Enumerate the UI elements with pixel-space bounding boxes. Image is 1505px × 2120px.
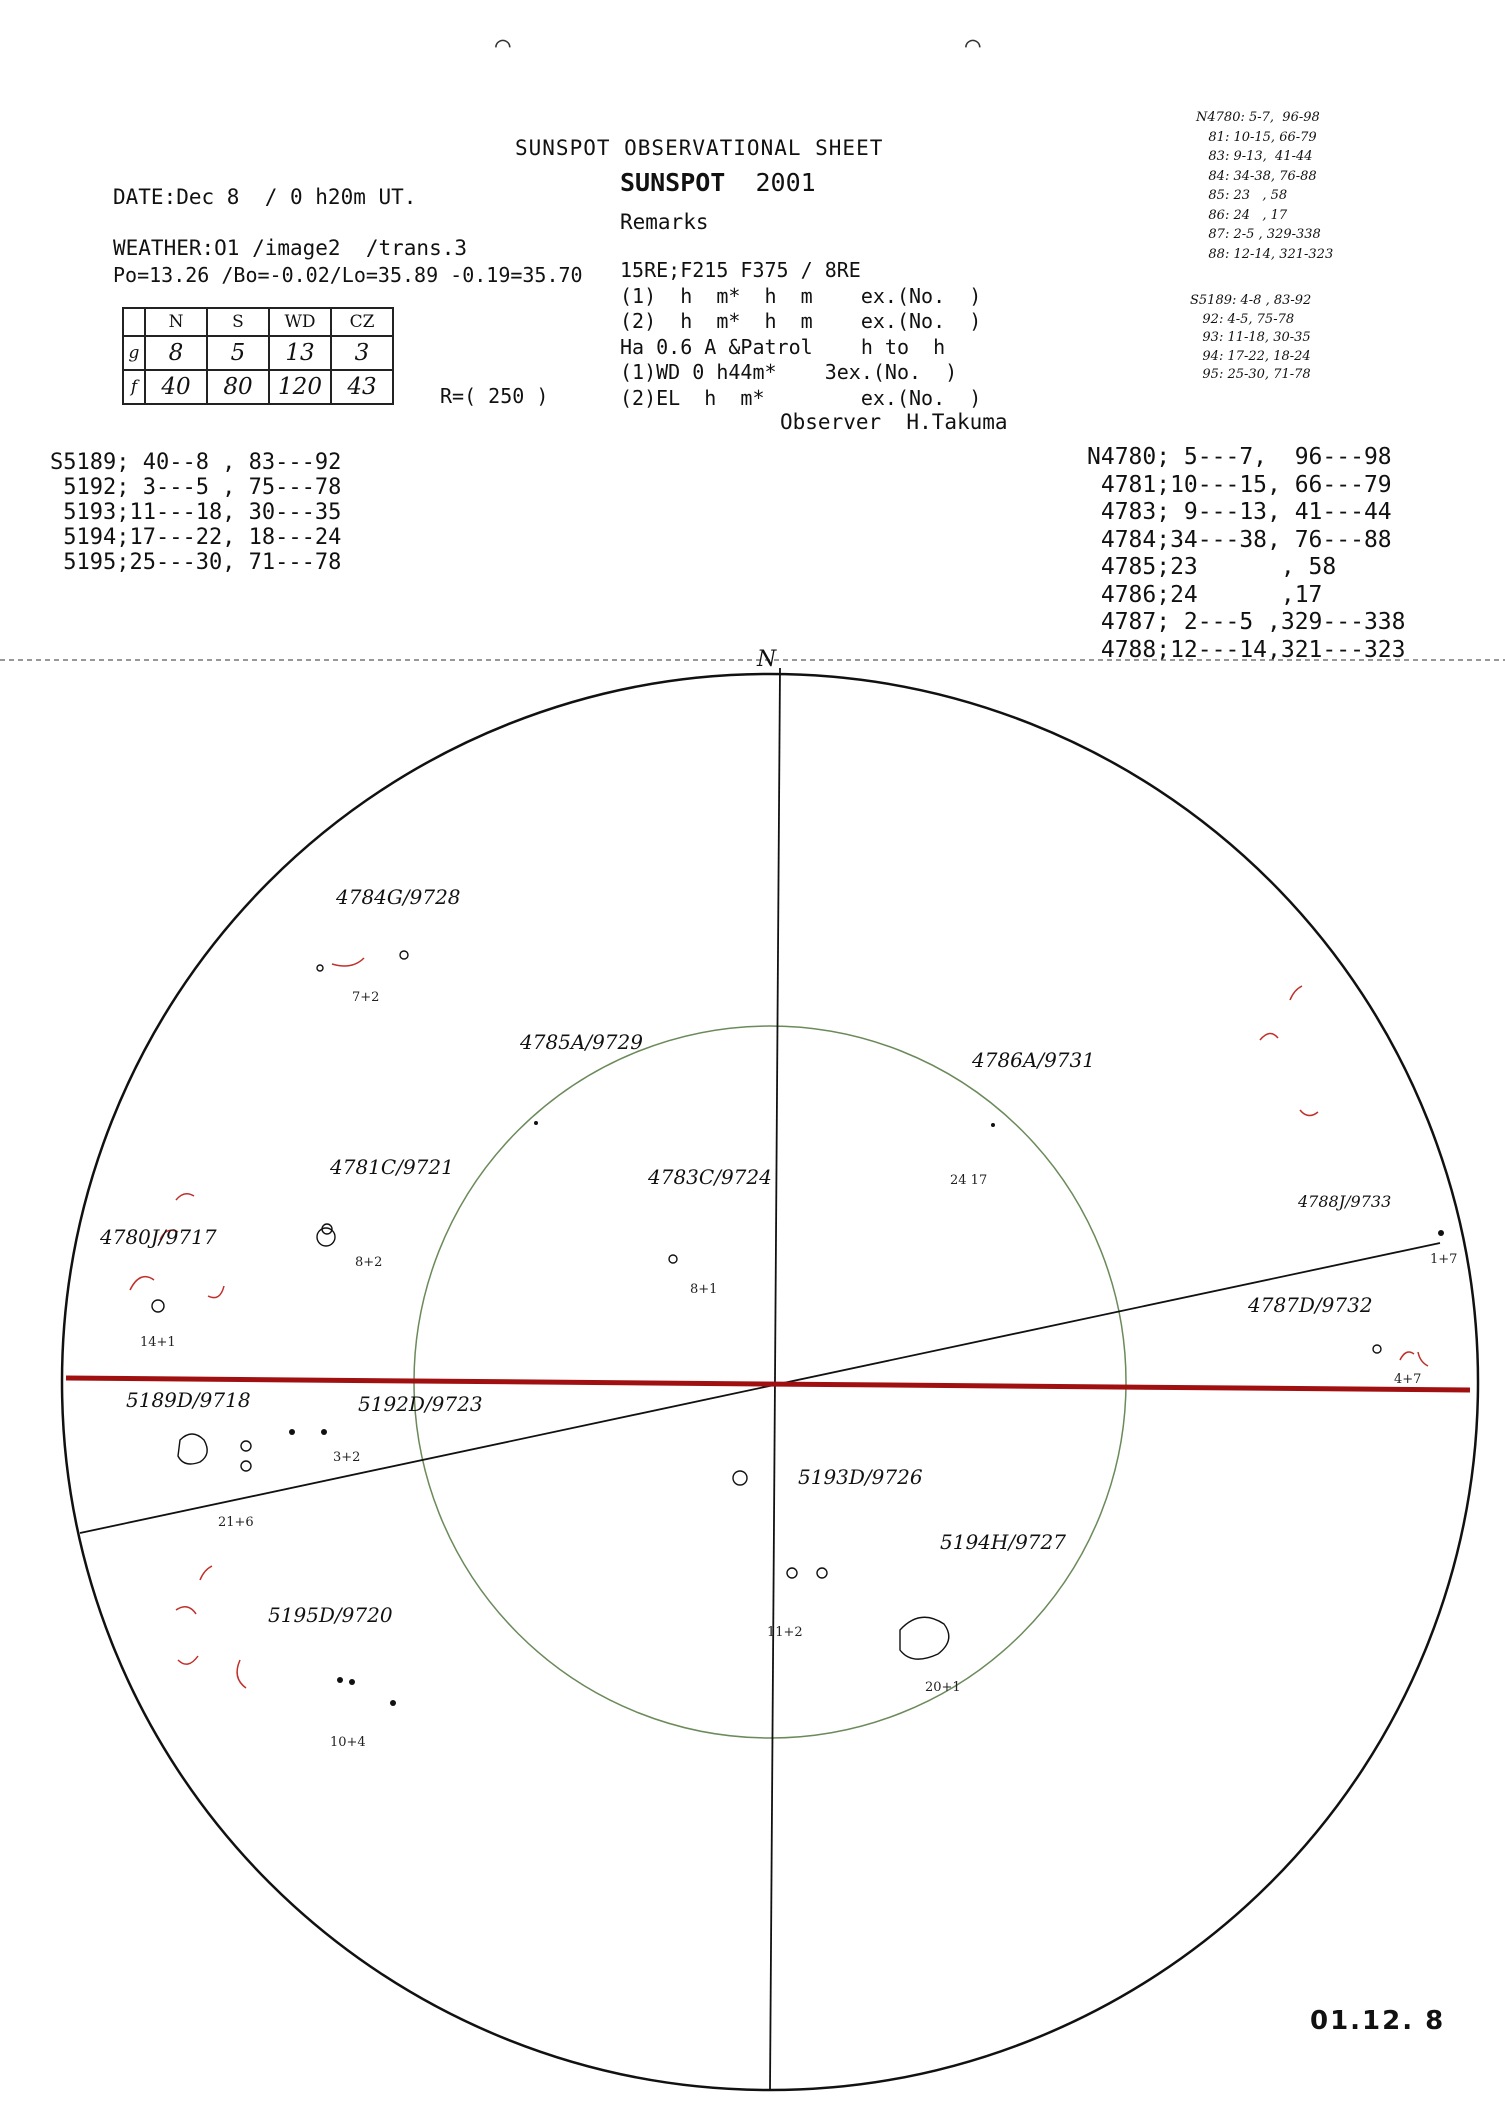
region-row: S5189; 40--8 , 83---92 (50, 450, 342, 475)
count-cell: 120 (269, 370, 331, 404)
date-line: DATE:Dec 8 / 0 h20m UT. (113, 185, 417, 209)
note-line: 95: 25-30, 71-78 (1190, 367, 1311, 382)
group-label: 5194H/9727 (940, 1530, 1066, 1554)
group-count: 14+1 (140, 1335, 176, 1350)
note-line: N4780: 5-7, 96-98 (1196, 110, 1320, 125)
region-row: 5192; 3---5 , 75---78 (50, 475, 342, 500)
group-count: 8+1 (690, 1282, 718, 1297)
punch-hole-mark-left: ⌒ (495, 30, 511, 60)
group-label: 4784G/9728 (336, 885, 461, 909)
note-line: 88: 12-14, 321-323 (1196, 246, 1334, 262)
facula (178, 1656, 198, 1664)
sunspot (152, 1300, 164, 1312)
sunspot (669, 1255, 677, 1263)
remarks-line: 15RE;F215 F375 / 8RE (620, 258, 861, 282)
sunspot (349, 1679, 355, 1685)
region-row: 5193;11---18, 30---35 (50, 500, 342, 525)
remarks-line: Ha 0.6 A &Patrol h to h (620, 334, 946, 359)
sunspot (733, 1471, 747, 1485)
sunspot-group-outline (900, 1617, 949, 1659)
col-header: N (145, 308, 207, 336)
group-label: 4787D/9732 (1248, 1293, 1373, 1317)
region-row: 5195;25---30, 71---78 (50, 550, 342, 575)
sunspot (317, 965, 323, 971)
note-line: 84: 34-38, 76-88 (1196, 168, 1317, 184)
group-label: 5189D/9718 (126, 1388, 251, 1412)
weather-line: WEATHER:O1 /image2 /trans.3 (113, 236, 468, 260)
north-marker: N (757, 647, 777, 672)
note-line: 83: 9-13, 41-44 (1196, 149, 1313, 164)
group-count: 20+1 (925, 1680, 961, 1695)
facula (1290, 986, 1302, 1000)
region-row: 4788;12---14,321---323 (1087, 636, 1406, 663)
facula (1300, 1110, 1318, 1116)
group-count: 7+2 (352, 990, 380, 1005)
region-row: 4785;23 , 58 (1087, 554, 1337, 580)
facula (130, 1277, 154, 1290)
group-label: 5193D/9726 (798, 1465, 923, 1489)
region-row: 4787; 2---5 ,329---338 (1087, 609, 1406, 635)
note-line: 94: 17-22, 18-24 (1190, 348, 1311, 364)
sunspot (400, 951, 408, 959)
sunspot (1373, 1345, 1381, 1353)
group-count: 24 17 (950, 1173, 988, 1188)
col-header: S (207, 308, 269, 336)
facula (237, 1660, 246, 1688)
count-cell: 5 (207, 336, 269, 370)
region-row: 4783; 9---13, 41---44 (1087, 499, 1392, 525)
group-label: 4783C/9724 (648, 1165, 772, 1189)
central-meridian-line (770, 668, 780, 2090)
count-cell: 80 (207, 370, 269, 404)
region-row: 5194;17---22, 18---24 (50, 525, 342, 550)
note-line: 87: 2-5 , 329-338 (1196, 227, 1321, 242)
facula-sketches (130, 958, 1428, 1688)
remarks-label: Remarks (620, 210, 709, 234)
sunspot (321, 1429, 327, 1435)
note-line: 81: 10-15, 66-79 (1196, 129, 1317, 145)
sunspot (787, 1568, 797, 1578)
note-line: 93: 11-18, 30-35 (1190, 330, 1311, 345)
group-label: 4788J/9733 (1298, 1192, 1392, 1211)
observer-line: Observer H.Takuma (780, 410, 1008, 434)
remarks-line: (2)EL h m* ex.(No. ) (620, 385, 982, 410)
params-line: Po=13.26 /Bo=-0.02/Lo=35.89 -0.19=35.70 (113, 263, 583, 287)
count-cell: 3 (331, 336, 393, 370)
facula (332, 958, 364, 966)
group-label: 5192D/9723 (358, 1392, 483, 1416)
remarks-line: (1) h m* h m ex.(No. ) (620, 283, 982, 308)
sunspot (817, 1568, 827, 1578)
sunspot-sketches (152, 951, 1381, 1659)
note-line: S5189: 4-8 , 83-92 (1190, 293, 1312, 308)
count-cell: 43 (331, 370, 393, 404)
region-row: N4780; 5---7, 96---98 (1087, 444, 1392, 470)
program-name: SUNSPOT (620, 168, 726, 197)
group-label: 5195D/9720 (268, 1603, 393, 1627)
sunspot (534, 1121, 538, 1125)
remarks-line: (1)WD 0 h44m* 3ex.(No. ) (620, 360, 958, 384)
group-count: 11+2 (767, 1625, 803, 1640)
group-count: 1+7 (1430, 1252, 1458, 1267)
region-row: 4781;10---15, 66---79 (1087, 471, 1392, 498)
group-label: 4780J/9717 (100, 1225, 217, 1249)
group-count: 8+2 (355, 1255, 383, 1270)
region-row: 4786;24 ,17 (1087, 581, 1323, 608)
program-year-value: 2001 (755, 168, 816, 197)
count-cell: 40 (145, 370, 207, 404)
sunspot (991, 1123, 995, 1127)
sunspot (241, 1461, 251, 1471)
group-count: 3+2 (333, 1450, 361, 1465)
group-count: 21+6 (218, 1515, 254, 1530)
sunspot (390, 1700, 396, 1706)
r-value: R=( 250 ) (440, 384, 549, 408)
col-header: WD (269, 308, 331, 336)
group-label: 4786A/9731 (972, 1048, 1095, 1072)
facula (1260, 1033, 1278, 1040)
group-count: 4+7 (1394, 1372, 1422, 1387)
facula (208, 1286, 224, 1298)
facula (1418, 1352, 1428, 1366)
date-stamp: 01.12. 8 (1310, 2006, 1446, 2036)
facula (176, 1607, 196, 1614)
note-line: 86: 24 , 17 (1196, 207, 1288, 223)
facula (200, 1566, 212, 1580)
note-line: 85: 23 , 58 (1196, 188, 1288, 203)
remarks-line: (2) h m* h m ex.(No. ) (620, 309, 982, 333)
row-label: f (123, 370, 145, 404)
group-label: 4781C/9721 (330, 1155, 454, 1179)
region-row: 4784;34---38, 76---88 (1087, 526, 1392, 553)
group-count: 10+4 (330, 1735, 366, 1750)
sunspot (289, 1429, 295, 1435)
punch-hole-mark-right: ⌒ (965, 30, 981, 60)
sunspot (337, 1677, 343, 1683)
count-cell: 8 (145, 336, 207, 370)
sunspot (1438, 1230, 1444, 1236)
facula (1400, 1352, 1414, 1360)
equator-line (66, 1378, 1470, 1390)
facula (176, 1194, 194, 1200)
col-header: CZ (331, 308, 393, 336)
group-label: 4785A/9729 (520, 1030, 643, 1054)
note-line: 92: 4-5, 75-78 (1190, 311, 1295, 327)
sheet-title: SUNSPOT OBSERVATIONAL SHEET (515, 136, 884, 160)
row-label: g (123, 336, 145, 370)
sunspot (241, 1441, 251, 1451)
sunspot-group-outline (178, 1434, 207, 1464)
count-cell: 13 (269, 336, 331, 370)
